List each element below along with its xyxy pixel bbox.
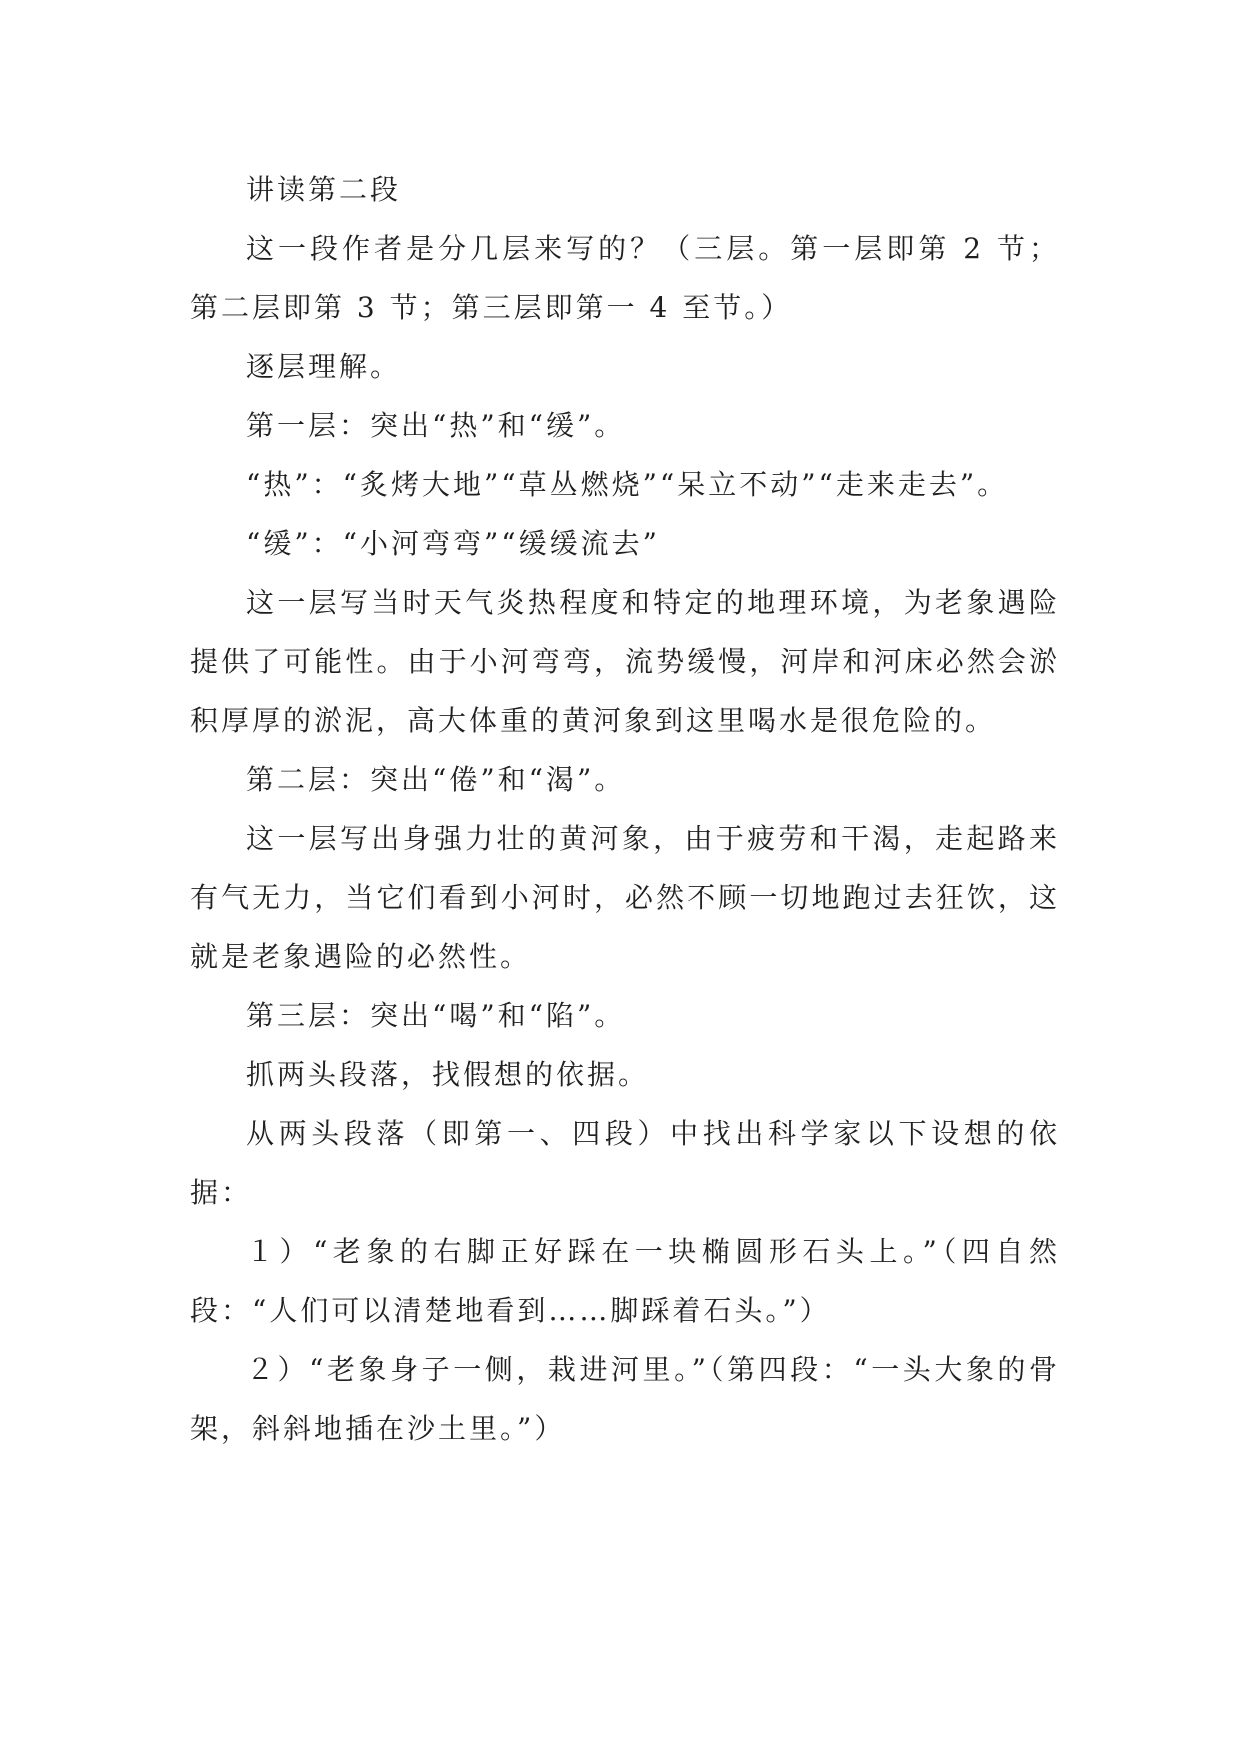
paragraph-question: 这一段作者是分几层来写的？（三层。第一层即第 2 节；第二层即第 3 节；第三层即第一 4 至节。） (190, 232, 1060, 324)
paragraph-evidence-task: 从两头段落（即第一、四段）中找出科学家以下设想的依据： (190, 1117, 1060, 1209)
document-body (190, 160, 1060, 1458)
paragraph-hot-quotes: “热”：“炙烤大地”“草丛燃烧”“呆立不动”“走来走去”。 (246, 468, 1009, 501)
paragraph-layer-one-explanation: 这一层写当时天气炎热程度和特定的地理环境，为老象遇险提供了可能性。由于小河弯弯，流势缓慢，河岸和河床必然会淤积厚厚的淤泥，高大体重的黄河象到这里喝水是很危险的。 (190, 586, 1060, 737)
paragraph-slow-quotes: “缓”：“小河弯弯”“缓缓流去” (246, 527, 660, 560)
paragraph-layer-two-explanation: 这一层写出身强力壮的黄河象，由于疲劳和干渴，走起路来有气无力，当它们看到小河时，必然不顾一切地跑过去狂饮，这就是老象遇险的必然性。 (190, 822, 1060, 973)
paragraph-evidence-two: ２）“老象身子一侧，栽进河里。”（第四段：“一头大象的骨架，斜斜地插在沙土里。”） (190, 1353, 1060, 1445)
paragraph-layer-one: 第一层：突出“热”和“缓”。 (246, 409, 626, 442)
paragraph-evidence-one: １）“老象的右脚正好踩在一块椭圆形石头上。”（四自然段：“人们可以清楚地看到……脚踩着石头。”） (190, 1235, 1060, 1327)
paragraph-layer-two: 第二层：突出“倦”和“渴”。 (246, 763, 626, 796)
paragraph-layer-three: 第三层：突出“喝”和“陷”。 (246, 999, 626, 1032)
paragraph-evidence-intro: 抓两头段落，找假想的依据。 (246, 1058, 650, 1091)
paragraph-layer-intro: 逐层理解。 (246, 350, 402, 383)
paragraph-heading: 讲读第二段 (246, 173, 402, 206)
